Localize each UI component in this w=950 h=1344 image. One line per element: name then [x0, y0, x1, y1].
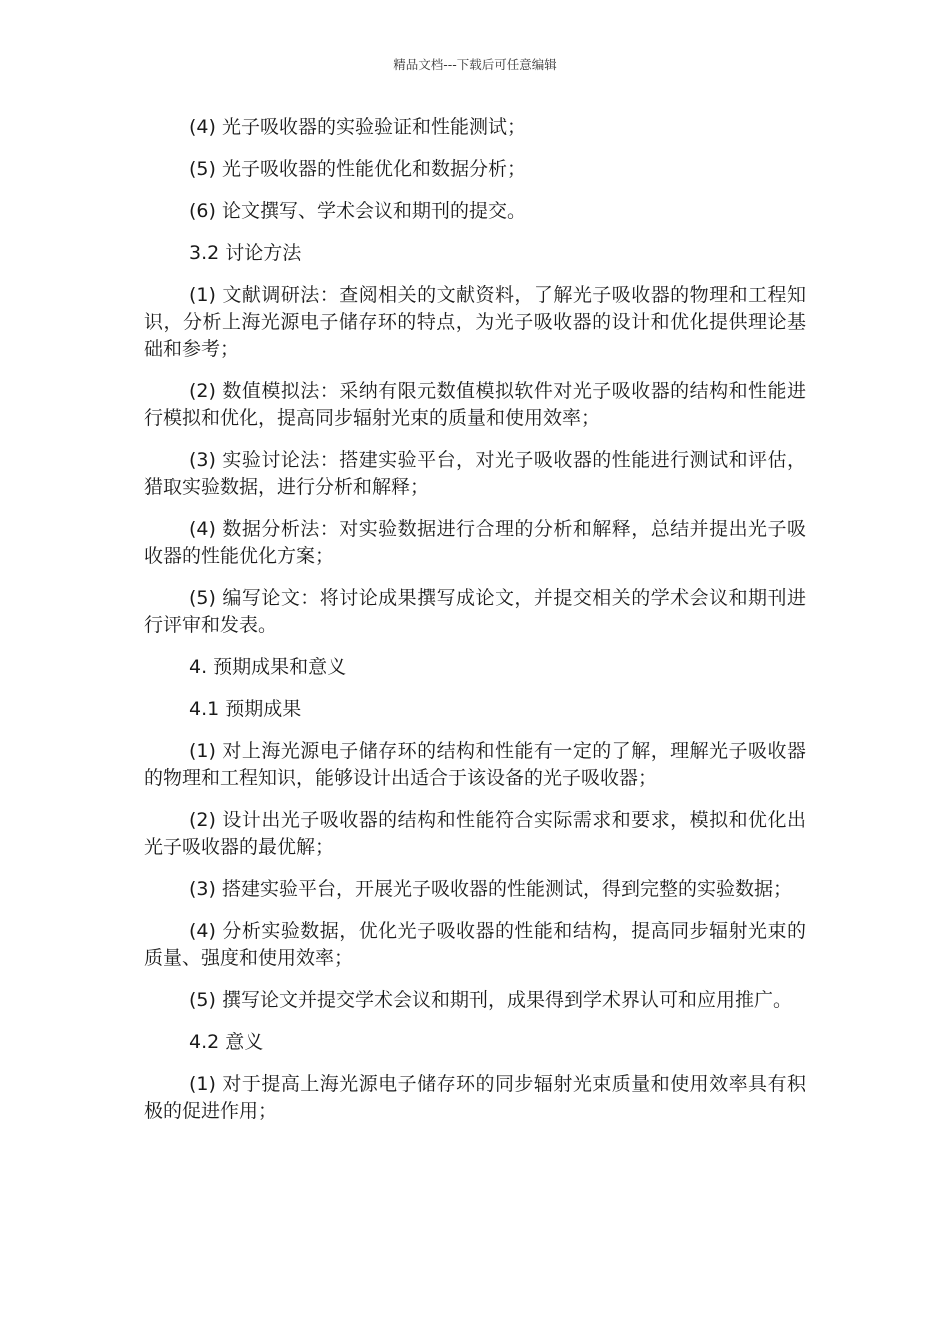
method-numerical-simulation: (2) 数值模拟法：采纳有限元数值模拟软件对光子吸收器的结构和性能进行模拟和优化，提高同步辐射光束的质量和使用效率；: [144, 380, 806, 429]
document-body: [144, 114, 806, 1140]
list-item-task-5: (5) 光子吸收器的性能优化和数据分析；: [189, 158, 526, 180]
section-heading-expected-outcomes: 4.1 预期成果: [189, 698, 302, 720]
method-paper-writing: (5) 编写论文：将讨论成果撰写成论文，并提交相关的学术会议和期刊进行评审和发表。: [144, 587, 806, 636]
outcome-item-1: (1) 对上海光源电子储存环的结构和性能有一定的了解，理解光子吸收器的物理和工程知识，能够设计出适合于该设备的光子吸收器；: [144, 740, 806, 789]
section-heading-outcomes-significance: 4. 预期成果和意义: [189, 656, 347, 678]
outcome-item-2: (2) 设计出光子吸收器的结构和性能符合实际需求和要求，模拟和优化出光子吸收器的最优解；: [144, 809, 806, 858]
outcome-item-5: (5) 撰写论文并提交学术会议和期刊，成果得到学术界认可和应用推广。: [189, 989, 792, 1011]
section-heading-research-methods: 3.2 讨论方法: [189, 242, 302, 264]
list-item-task-4: (4) 光子吸收器的实验验证和性能测试；: [189, 116, 526, 138]
method-experimental-research: (3) 实验讨论法：搭建实验平台，对光子吸收器的性能进行测试和评估，猎取实验数据，进行分析和解释；: [144, 449, 806, 498]
list-item-task-6: (6) 论文撰写、学术会议和期刊的提交。: [189, 200, 526, 222]
page-header: 精品文档---下载后可任意编辑: [393, 57, 557, 72]
outcome-item-4: (4) 分析实验数据，优化光子吸收器的性能和结构，提高同步辐射光束的质量、强度和使用效率；: [144, 920, 806, 969]
method-data-analysis: (4) 数据分析法：对实验数据进行合理的分析和解释，总结并提出光子吸收器的性能优化方案；: [144, 518, 806, 567]
section-heading-significance: 4.2 意义: [189, 1031, 264, 1053]
method-literature-review: (1) 文献调研法：查阅相关的文献资料，了解光子吸收器的物理和工程知识，分析上海光源电子储存环的特点，为光子吸收器的设计和优化提供理论基础和参考；: [144, 284, 806, 360]
outcome-item-3: (3) 搭建实验平台，开展光子吸收器的性能测试，得到完整的实验数据；: [189, 878, 792, 900]
significance-item-1: (1) 对于提高上海光源电子储存环的同步辐射光束质量和使用效率具有积极的促进作用；: [144, 1073, 806, 1122]
